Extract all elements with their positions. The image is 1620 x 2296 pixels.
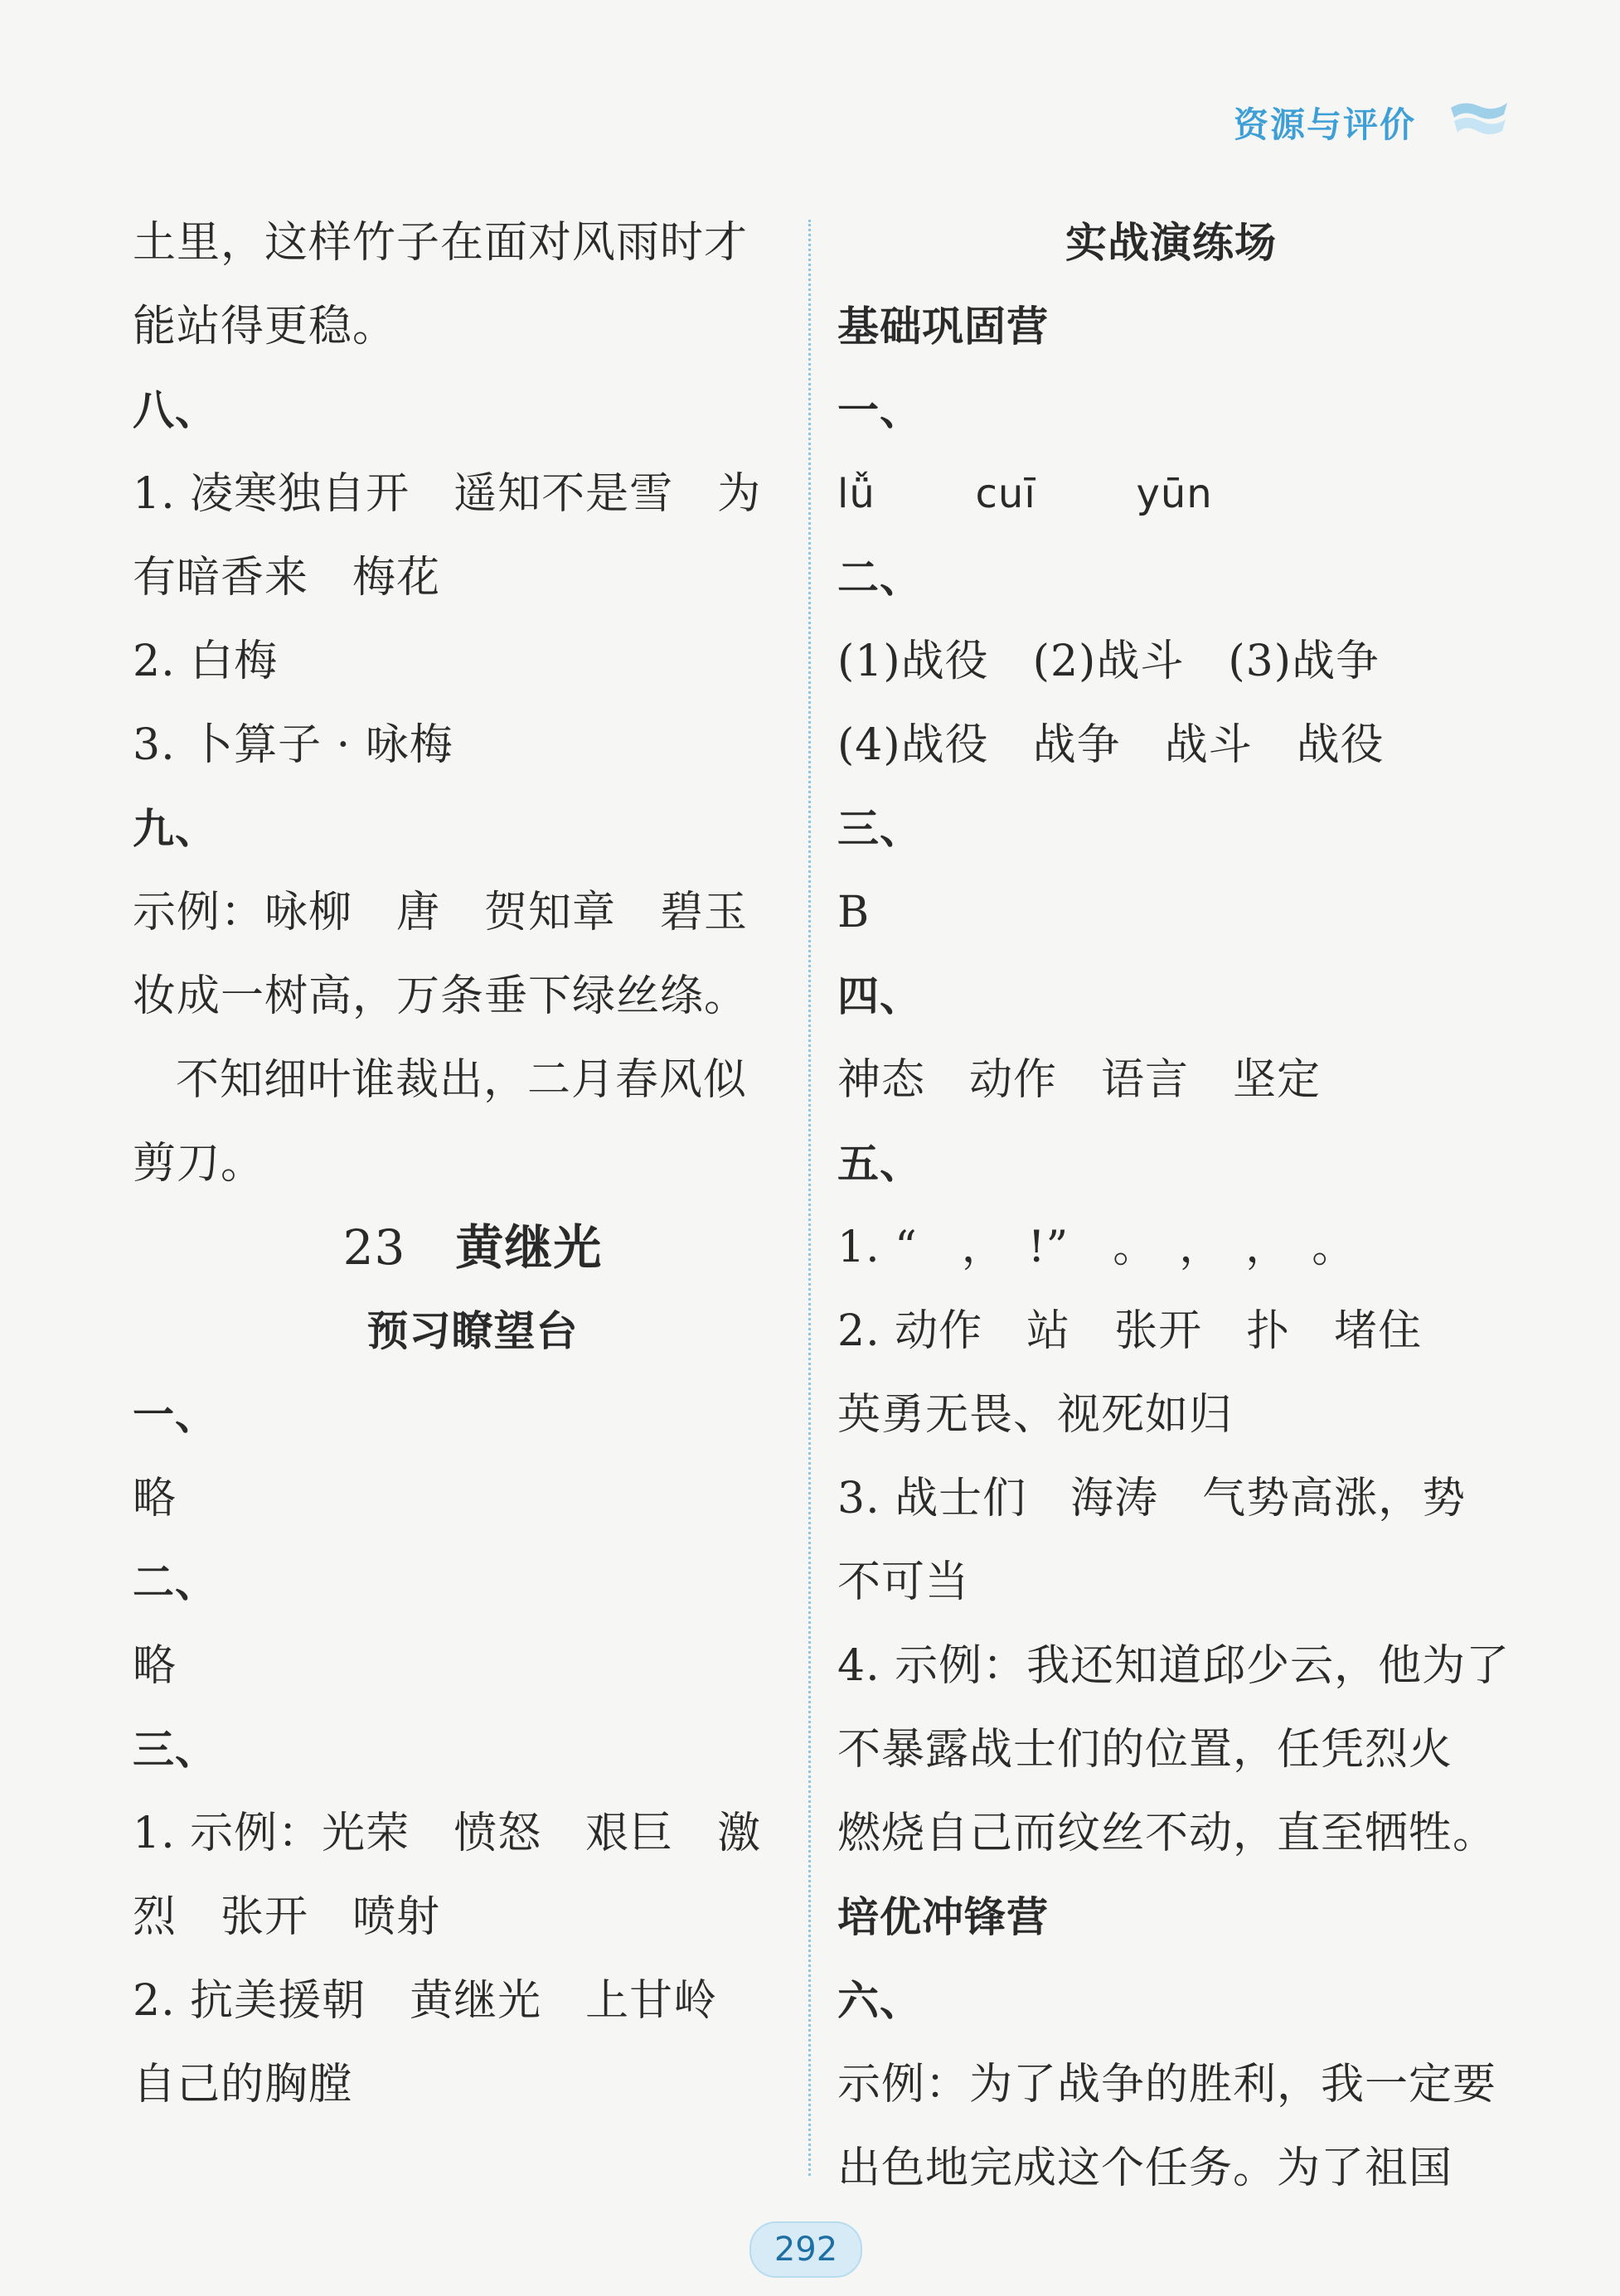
text-line: 2. 白梅 xyxy=(133,637,279,686)
question-heading: 八、 xyxy=(133,386,217,434)
text-line: 略 xyxy=(133,1641,177,1691)
subsection-title: 培优冲锋营 xyxy=(837,1893,1049,1941)
scroll-icon xyxy=(1446,96,1512,146)
right-column xyxy=(837,201,1511,2211)
text-line: 自己的胸膛 xyxy=(133,2060,353,2110)
lesson-name: 黄继光 xyxy=(455,1219,603,1276)
text-line: 不暴露战士们的位置，任凭烈火 xyxy=(837,1725,1453,1775)
text-line: 示例：咏柳 唐 贺知章 碧玉 xyxy=(133,888,749,937)
text-line: (4)战役 战争 战斗 战役 xyxy=(837,720,1385,770)
question-heading: 二、 xyxy=(837,554,922,602)
left-column xyxy=(133,201,812,2127)
question-heading: 六、 xyxy=(837,1977,922,2025)
text-line: 1. “ ， !” 。 ， ， 。 xyxy=(837,1223,1356,1272)
text-line: 神态 动作 语言 坚定 xyxy=(837,1055,1322,1105)
text-line: 剪刀。 xyxy=(133,1139,265,1189)
text-line: 示例：为了战争的胜利，我一定要 xyxy=(837,2060,1497,2110)
text-line: 烈 张开 喷射 xyxy=(133,1892,441,1942)
question-heading: 三、 xyxy=(133,1726,217,1774)
text-line: 略 xyxy=(133,1474,177,1523)
text-line: B xyxy=(837,888,871,937)
text-line: 不可当 xyxy=(837,1557,970,1607)
pinyin-answer: lǚ cuī yūn xyxy=(837,471,1213,517)
text-line: 3. 战士们 海涛 气势高涨，势 xyxy=(837,1474,1467,1523)
text-line: (1)战役 (2)战斗 (3)战争 xyxy=(837,637,1380,686)
text-line: 能站得更稳。 xyxy=(133,302,397,351)
text-line: 英勇无畏、视死如归 xyxy=(837,1390,1234,1440)
text-line: 2. 抗美援朝 黄继光 上甘岭 xyxy=(133,1976,718,2026)
text-line: 妆成一树高，万条垂下绿丝绦。 xyxy=(133,971,749,1021)
question-heading: 三、 xyxy=(837,805,922,853)
text-line: 土里，这样竹子在面对风雨时才 xyxy=(133,218,749,268)
text-line: 4. 示例：我还知道邱少云，他为了 xyxy=(837,1641,1511,1691)
question-heading: 二、 xyxy=(133,1558,217,1606)
text-line: 有暗香来 梅花 xyxy=(133,553,441,603)
section-title: 预习瞭望台 xyxy=(366,1307,579,1355)
section-title: 实战演练场 xyxy=(1065,219,1277,267)
text-line: 不知细叶谁裁出，二月春风似 xyxy=(176,1055,748,1105)
subsection-title: 基础巩固营 xyxy=(837,303,1049,351)
text-line: 1. 示例：光荣 愤怒 艰巨 激 xyxy=(133,1809,762,1858)
text-line: 2. 动作 站 张开 扑 堵住 xyxy=(837,1306,1423,1356)
text-line: 出色地完成这个任务。为了祖国 xyxy=(837,2143,1453,2193)
question-heading: 一、 xyxy=(133,1391,217,1439)
lesson-number: 23 xyxy=(342,1219,406,1276)
question-heading: 四、 xyxy=(837,972,922,1020)
brand-title: 资源与评价 xyxy=(1234,104,1417,145)
page-number: 292 xyxy=(749,2221,862,2278)
text-line: 1. 凌寒独自开 遥知不是雪 为 xyxy=(133,469,762,519)
lesson-title xyxy=(133,1206,812,1290)
question-heading: 九、 xyxy=(133,805,217,853)
question-heading: 一、 xyxy=(837,386,922,434)
text-line: 3. 卜算子 · 咏梅 xyxy=(133,720,454,770)
text-line: 燃烧自己而纹丝不动，直至牺牲。 xyxy=(837,1809,1497,1858)
question-heading: 五、 xyxy=(837,1140,922,1188)
